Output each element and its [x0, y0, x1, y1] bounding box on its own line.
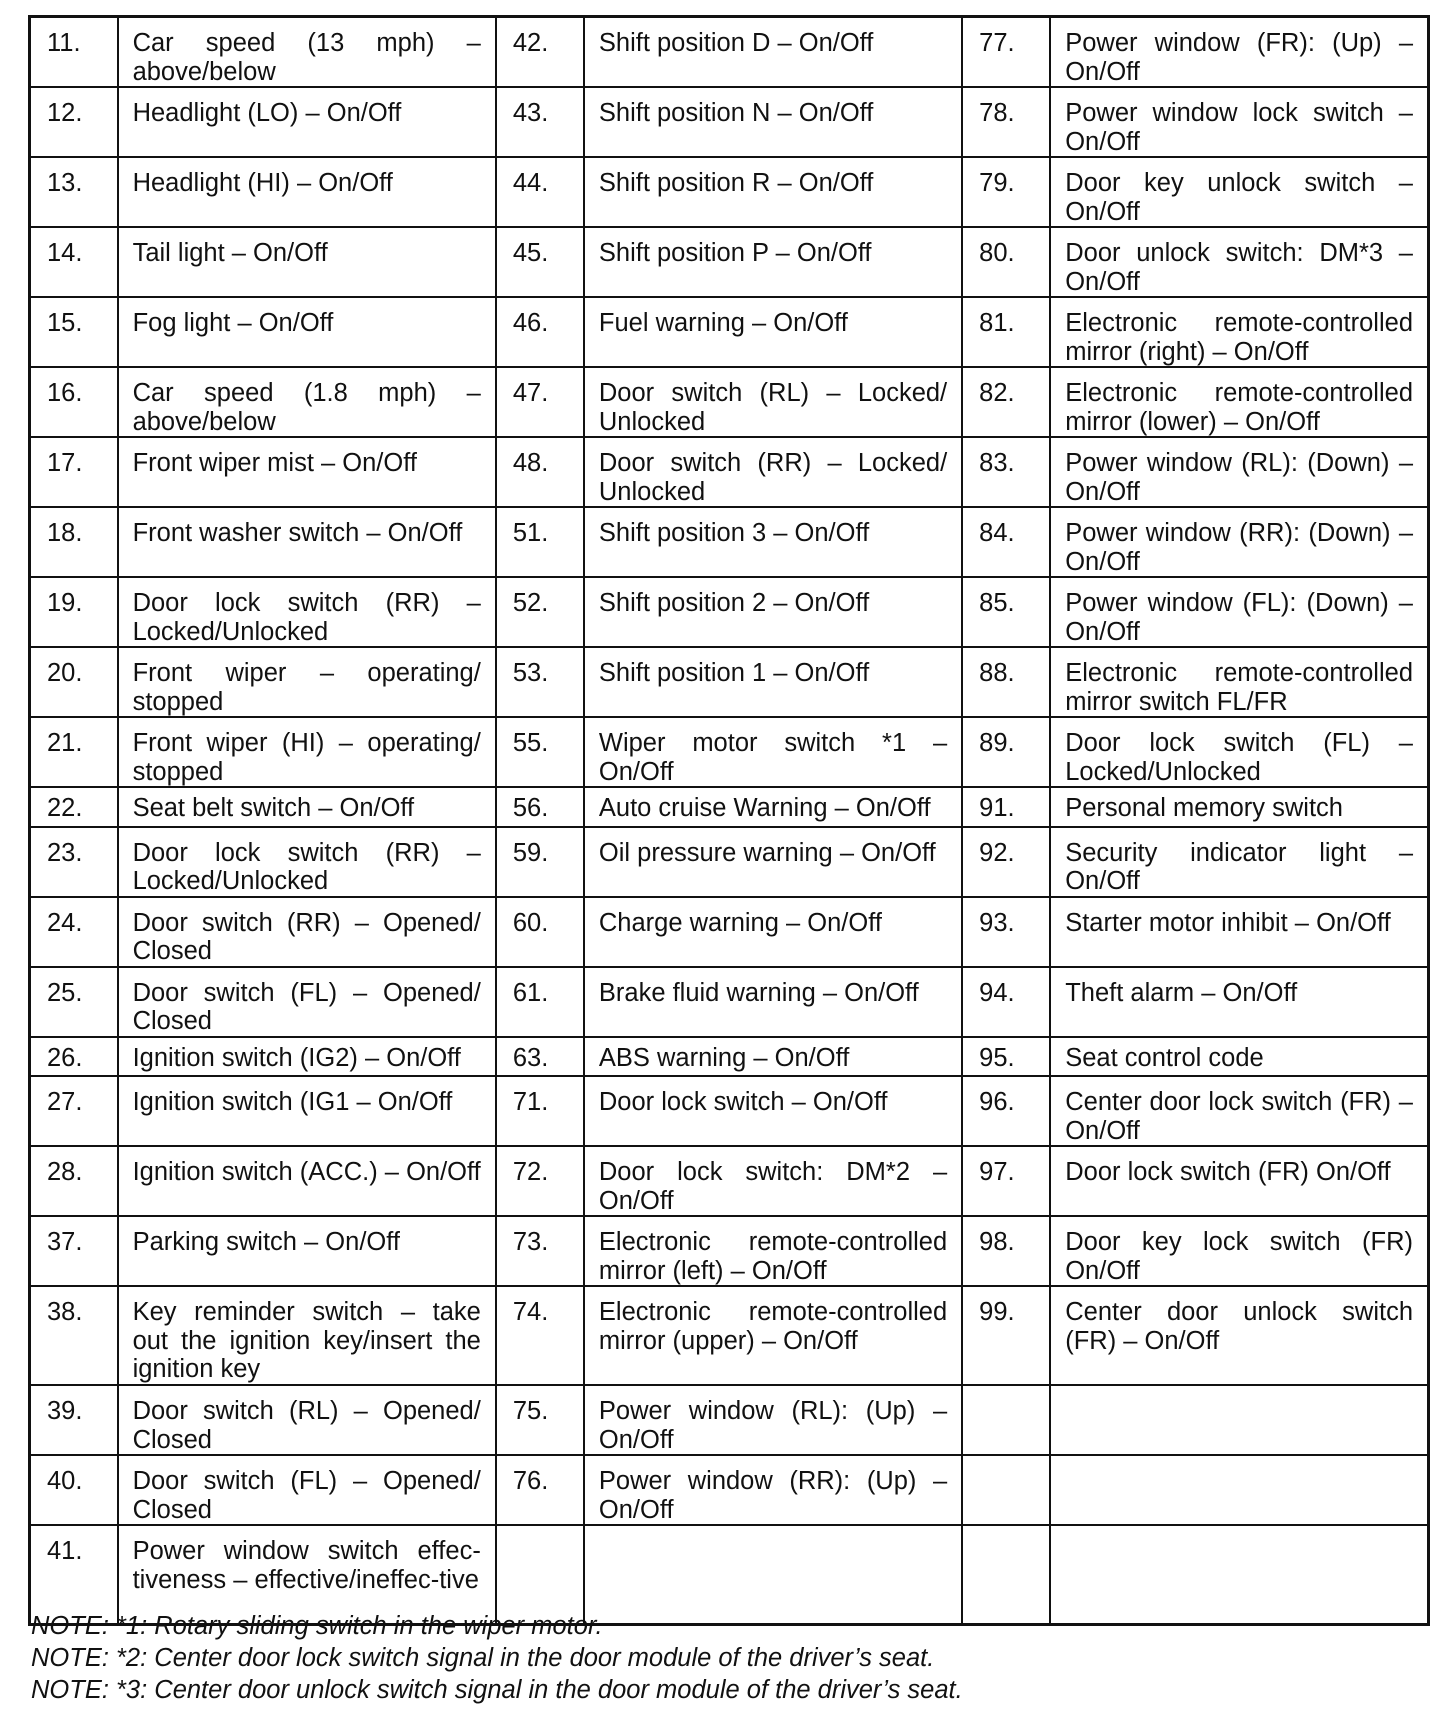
signal-number: 60. [496, 897, 584, 967]
table-row [30, 17, 1429, 88]
table-row [30, 1037, 1429, 1077]
signal-number: 23. [30, 827, 118, 897]
signal-number: 21. [30, 717, 118, 787]
table-row [30, 897, 1429, 967]
signal-number: 71. [496, 1076, 584, 1146]
signal-number: 59. [496, 827, 584, 897]
signal-number: 37. [30, 1216, 118, 1286]
signal-number: 14. [30, 227, 118, 297]
signal-description: Center door lock switch (FR) – On/Off [1050, 1076, 1428, 1146]
signal-number: 25. [30, 967, 118, 1037]
signal-description: Door key lock switch (FR) On/Off [1050, 1216, 1428, 1286]
signal-number: 42. [496, 17, 584, 88]
signal-description: Car speed (13 mph) – above/below [118, 17, 496, 88]
signal-description: Power window lock switch – On/Off [1050, 87, 1428, 157]
signal-number: 92. [962, 827, 1050, 897]
signal-description: Tail light – On/Off [118, 227, 496, 297]
signal-description: Power window switch effec-tiveness – effective/ineffec-tive [118, 1525, 496, 1625]
signal-description: Oil pressure warning – On/Off [584, 827, 962, 897]
signal-description: Door switch (FL) – Opened/ Closed [118, 967, 496, 1037]
signal-description [1050, 1455, 1428, 1525]
signal-number: 76. [496, 1455, 584, 1525]
signal-description: Power window (RR): (Down) – On/Off [1050, 507, 1428, 577]
table-row [30, 787, 1429, 827]
signal-description: Shift position D – On/Off [584, 17, 962, 88]
signal-number: 18. [30, 507, 118, 577]
table-row [30, 297, 1429, 367]
signal-number: 98. [962, 1216, 1050, 1286]
signal-description: Theft alarm – On/Off [1050, 967, 1428, 1037]
signal-description: Headlight (HI) – On/Off [118, 157, 496, 227]
signal-description: Door lock switch (FL) – Locked/Unlocked [1050, 717, 1428, 787]
table-row [30, 507, 1429, 577]
signal-number: 28. [30, 1146, 118, 1216]
signal-number: 48. [496, 437, 584, 507]
signal-number: 44. [496, 157, 584, 227]
signal-description: Wiper motor switch *1 – On/Off [584, 717, 962, 787]
table-row [30, 967, 1429, 1037]
signal-description: Power window (RL): (Up) – On/Off [584, 1385, 962, 1455]
table-row [30, 647, 1429, 717]
table-row [30, 367, 1429, 437]
signal-number: 99. [962, 1286, 1050, 1385]
signal-number: 89. [962, 717, 1050, 787]
signal-description: Shift position R – On/Off [584, 157, 962, 227]
signal-description: Ignition switch (ACC.) – On/Off [118, 1146, 496, 1216]
signal-number: 19. [30, 577, 118, 647]
signal-description: Starter motor inhibit – On/Off [1050, 897, 1428, 967]
table-row [30, 577, 1429, 647]
signal-number: 73. [496, 1216, 584, 1286]
signal-description: Door switch (RL) – Locked/ Unlocked [584, 367, 962, 437]
signal-number: 55. [496, 717, 584, 787]
signal-description: Shift position 3 – On/Off [584, 507, 962, 577]
table-row [30, 1216, 1429, 1286]
signal-number: 94. [962, 967, 1050, 1037]
signal-description: Door unlock switch: DM*3 – On/Off [1050, 227, 1428, 297]
signal-number: 88. [962, 647, 1050, 717]
signal-description: Fog light – On/Off [118, 297, 496, 367]
signal-number: 72. [496, 1146, 584, 1216]
signal-number: 26. [30, 1037, 118, 1077]
signal-description: Ignition switch (IG2) – On/Off [118, 1037, 496, 1077]
footnotes [31, 1610, 1431, 1706]
table-row [30, 437, 1429, 507]
signal-description: Power window (FL): (Down) – On/Off [1050, 577, 1428, 647]
signal-description: Seat control code [1050, 1037, 1428, 1077]
signal-description: Door lock switch (RR) – Locked/Unlocked [118, 577, 496, 647]
signal-number: 51. [496, 507, 584, 577]
signal-description: Front wiper mist – On/Off [118, 437, 496, 507]
signal-description: Door switch (FL) – Opened/ Closed [118, 1455, 496, 1525]
signal-number: 41. [30, 1525, 118, 1625]
signal-number: 63. [496, 1037, 584, 1077]
signal-number: 17. [30, 437, 118, 507]
signal-description: Center door unlock switch (FR) – On/Off [1050, 1286, 1428, 1385]
signal-description: Front wiper (HI) – operating/ stopped [118, 717, 496, 787]
signal-description: Shift position P – On/Off [584, 227, 962, 297]
signal-number: 22. [30, 787, 118, 827]
signal-description: Seat belt switch – On/Off [118, 787, 496, 827]
table-row [30, 717, 1429, 787]
signal-description: Shift position 2 – On/Off [584, 577, 962, 647]
signal-number: 24. [30, 897, 118, 967]
signal-number: 85. [962, 577, 1050, 647]
signal-description: Shift position 1 – On/Off [584, 647, 962, 717]
signal-description: Front wiper – operating/ stopped [118, 647, 496, 717]
signal-number: 47. [496, 367, 584, 437]
signal-number: 56. [496, 787, 584, 827]
table-row [30, 87, 1429, 157]
signal-description: Electronic remote-controlled mirror (lower) – On/Off [1050, 367, 1428, 437]
signal-number: 13. [30, 157, 118, 227]
signal-description: ABS warning – On/Off [584, 1037, 962, 1077]
signal-number: 74. [496, 1286, 584, 1385]
signal-number: 16. [30, 367, 118, 437]
signal-description: Door switch (RR) – Locked/ Unlocked [584, 437, 962, 507]
signal-description: Power window (RL): (Down) – On/Off [1050, 437, 1428, 507]
signal-description: Parking switch – On/Off [118, 1216, 496, 1286]
signal-number: 83. [962, 437, 1050, 507]
signal-description: Car speed (1.8 mph) – above/below [118, 367, 496, 437]
table-row [30, 827, 1429, 897]
signal-description: Brake fluid warning – On/Off [584, 967, 962, 1037]
signal-number: 77. [962, 17, 1050, 88]
signal-description: Electronic remote-controlled mirror (right) – On/Off [1050, 297, 1428, 367]
signal-list-sheet [28, 15, 1430, 1626]
signal-number [962, 1455, 1050, 1525]
signal-number: 11. [30, 17, 118, 88]
signal-number: 45. [496, 227, 584, 297]
signal-number: 46. [496, 297, 584, 367]
signal-number: 97. [962, 1146, 1050, 1216]
signal-description: Door lock switch: DM*2 – On/Off [584, 1146, 962, 1216]
signal-number: 91. [962, 787, 1050, 827]
table-row [30, 1076, 1429, 1146]
signal-description: Door switch (RL) – Opened/ Closed [118, 1385, 496, 1455]
signal-description: Door key unlock switch – On/Off [1050, 157, 1428, 227]
signal-description: Personal memory switch [1050, 787, 1428, 827]
table-row [30, 1146, 1429, 1216]
signal-number: 80. [962, 227, 1050, 297]
signal-description: Fuel warning – On/Off [584, 297, 962, 367]
signal-number: 52. [496, 577, 584, 647]
signal-number: 96. [962, 1076, 1050, 1146]
signal-description: Auto cruise Warning – On/Off [584, 787, 962, 827]
signal-number: 78. [962, 87, 1050, 157]
signal-description: Charge warning – On/Off [584, 897, 962, 967]
signal-description: Ignition switch (IG1 – On/Off [118, 1076, 496, 1146]
signal-description: Power window (FR): (Up) – On/Off [1050, 17, 1428, 88]
signal-number: 20. [30, 647, 118, 717]
signal-number [962, 1385, 1050, 1455]
signal-number: 43. [496, 87, 584, 157]
table-row [30, 157, 1429, 227]
signal-description: Door switch (RR) – Opened/ Closed [118, 897, 496, 967]
signal-description: Electronic remote-controlled mirror (upper) – On/Off [584, 1286, 962, 1385]
table-row [30, 1286, 1429, 1385]
signal-number: 53. [496, 647, 584, 717]
table-row [30, 1385, 1429, 1455]
signal-number: 79. [962, 157, 1050, 227]
signal-description [1050, 1385, 1428, 1455]
signal-number: 82. [962, 367, 1050, 437]
signal-description: Door lock switch – On/Off [584, 1076, 962, 1146]
signal-description: Headlight (LO) – On/Off [118, 87, 496, 157]
signal-number: 27. [30, 1076, 118, 1146]
signal-number: 40. [30, 1455, 118, 1525]
footnote-2: NOTE: *2: Center door lock switch signal in the door module of the driver’s seat. [31, 1644, 935, 1672]
signal-number: 15. [30, 297, 118, 367]
signal-number: 93. [962, 897, 1050, 967]
signal-number: 81. [962, 297, 1050, 367]
signal-number: 84. [962, 507, 1050, 577]
signal-number: 75. [496, 1385, 584, 1455]
signal-description: Power window (RR): (Up) – On/Off [584, 1455, 962, 1525]
signal-description: Front washer switch – On/Off [118, 507, 496, 577]
footnote-3: NOTE: *3: Center door unlock switch signal in the door module of the driver’s seat. [31, 1676, 963, 1704]
signal-description: Door lock switch (RR) – Locked/Unlocked [118, 827, 496, 897]
signal-description: Key reminder switch – take out the ignition key/insert the ignition key [118, 1286, 496, 1385]
signal-number: 61. [496, 967, 584, 1037]
signal-description: Electronic remote-controlled mirror switch FL/FR [1050, 647, 1428, 717]
signal-number: 12. [30, 87, 118, 157]
signal-description: Door lock switch (FR) On/Off [1050, 1146, 1428, 1216]
table-row [30, 1455, 1429, 1525]
signal-table [28, 15, 1430, 1626]
signal-description: Shift position N – On/Off [584, 87, 962, 157]
signal-number: 38. [30, 1286, 118, 1385]
table-row [30, 227, 1429, 297]
signal-description: Electronic remote-controlled mirror (left) – On/Off [584, 1216, 962, 1286]
signal-description: Security indicator light – On/Off [1050, 827, 1428, 897]
signal-number: 95. [962, 1037, 1050, 1077]
signal-number: 39. [30, 1385, 118, 1455]
footnote-1: NOTE: *1: Rotary sliding switch in the wiper motor. [31, 1612, 603, 1640]
